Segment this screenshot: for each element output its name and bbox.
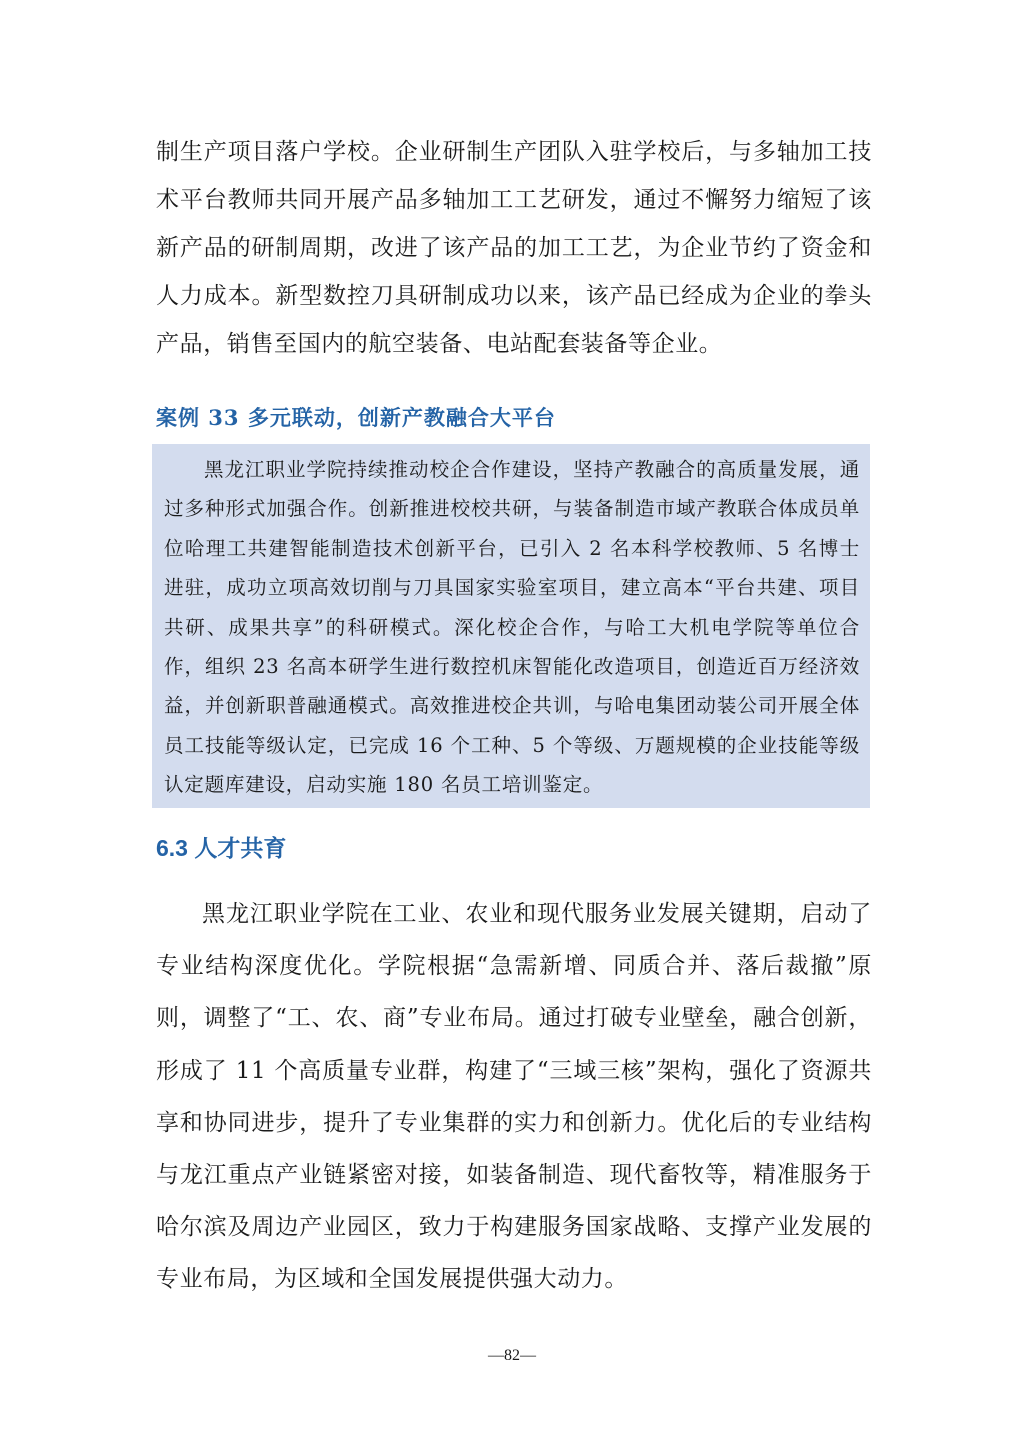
body-paragraph: 黑龙江职业学院在工业、农业和现代服务业发展关键期，启动了专业结构深度优化。学院根据“急需新增、同质合并、落后裁撤”原则，调整了“工、农、商”专业布局。通过打破专业壁垒，融合创新，形成了 11 个高质量专业群，构建了“三域三核”架构，强化了资源共享和协同进步，提升了专业集群的实力和创新力。优化后的专业结构与龙江重点产业链紧密对接，如装备制造、现代畜牧等，精准服务于哈尔滨及周边产业园区，致力于构建服务国家战略、支撑产业发展的专业布局，为区域和全国发展提供强大动力。 xyxy=(156,901,872,1293)
body-paragraph: 制生产项目落户学校。企业研制生产团队入驻学校后，与多轴加工技术平台教师共同开展产品多轴加工工艺研发，通过不懈努力缩短了该新产品的研制周期，改进了该产品的加工工艺，为企业节约了资金和人力成本。新型数控刀具研制成功以来，该产品已经成为企业的拳头产品，销售至国内的航空装备、电站配套装备等企业。 xyxy=(156,139,872,357)
case-box xyxy=(152,444,870,808)
page-number: —82— xyxy=(488,1347,536,1364)
section-heading: 6.3 人才共育 xyxy=(156,835,287,861)
case-body-text: 黑龙江职业学院持续推动校企合作建设，坚持产教融合的高质量发展，通过多种形式加强合作。创新推进校校共研，与装备制造市域产教联合体成员单位哈理工共建智能制造技术创新平台，已引入 2 名本科学校教师、5 名博士进驻，成功立项高效切削与刀具国家实验室项目，建立高本“平台共建、项目共研、成果共享”的科研模式。深化校企合作，与哈工大机电学院等单位合作，组织 23 名高本研学生进行数控机床智能化改造项目，创造近百万经济效益，并创新职普融通模式。高效推进校企共训，与哈电集团动装公司开展全体员工技能等级认定，已完成 16 个工种、5 个等级、万题规模的企业技能等级认定题库建设，启动实施 180 名员工培训鉴定。 xyxy=(164,458,860,797)
case-title: 案例 33 多元联动，创新产教融合大平台 xyxy=(156,405,556,430)
